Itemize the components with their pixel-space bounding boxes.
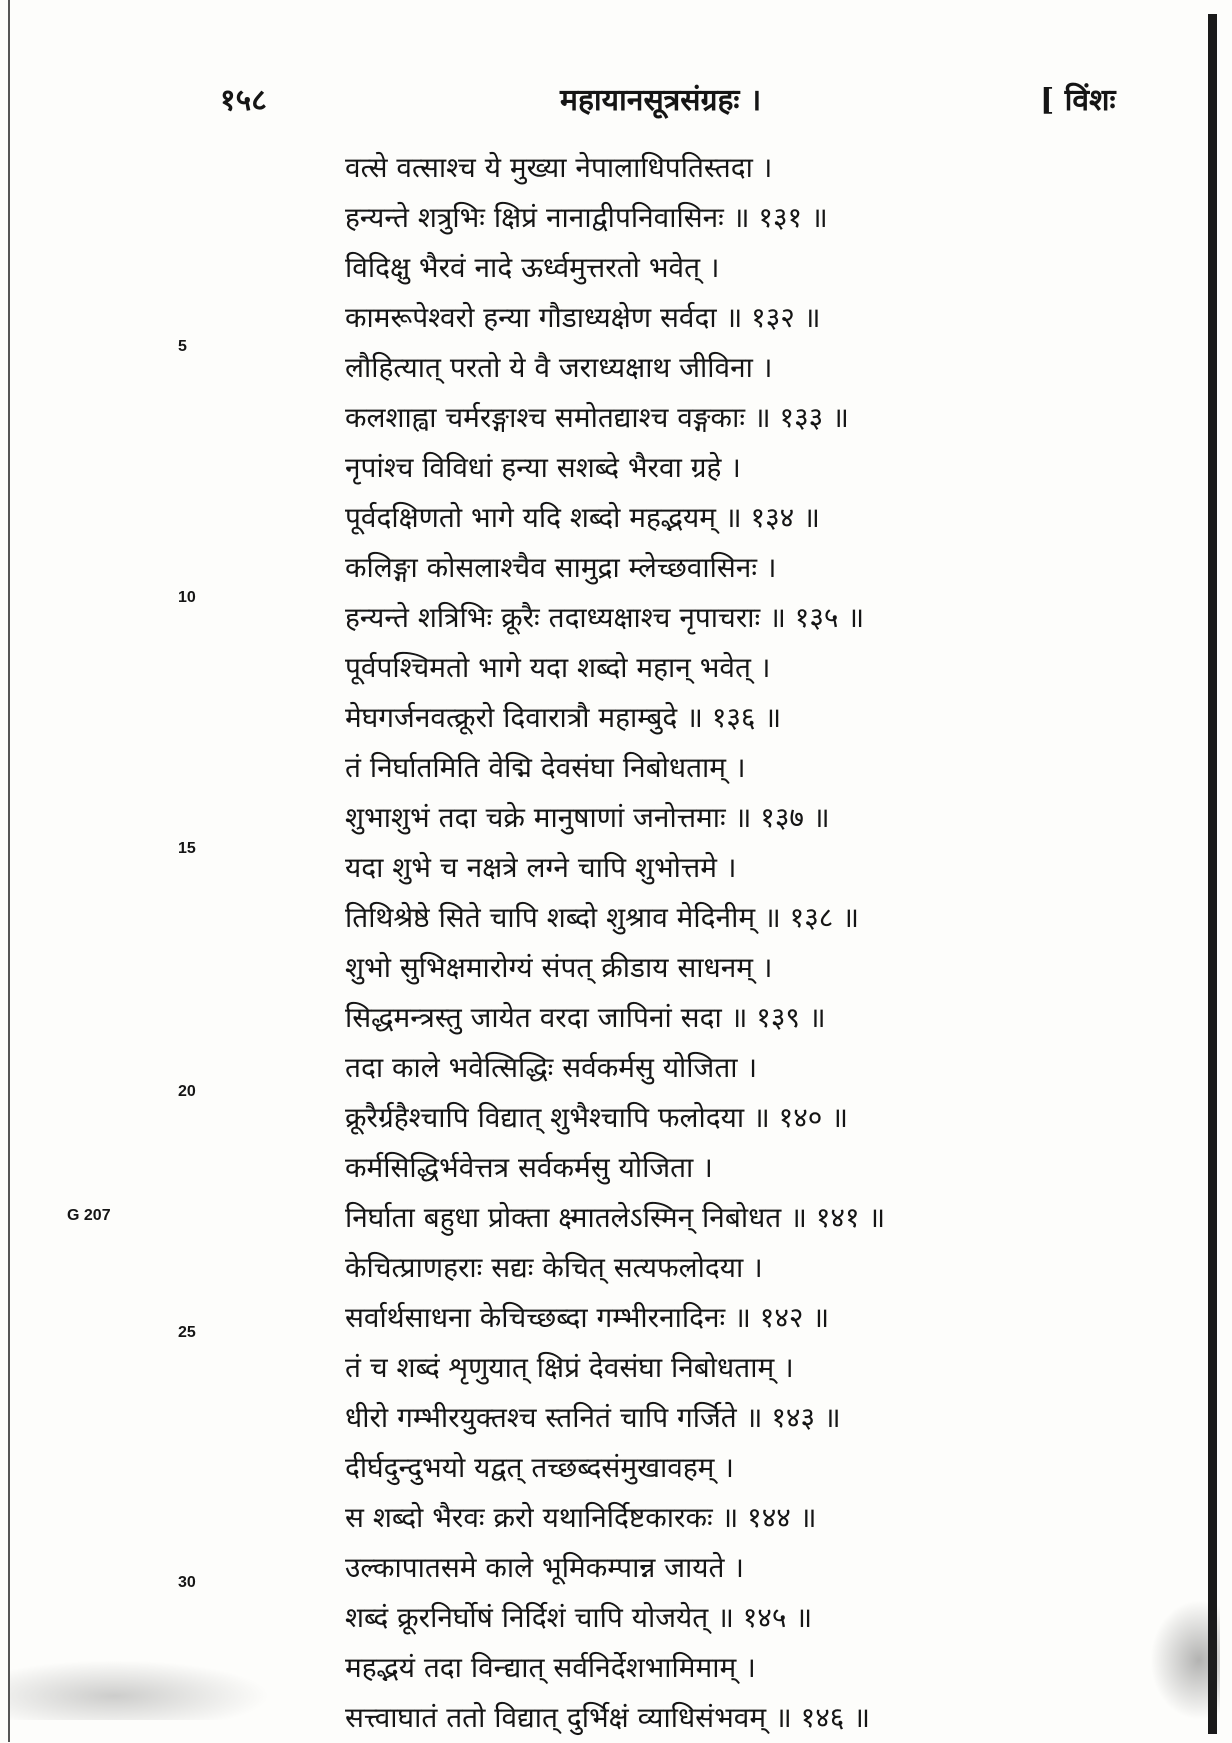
verse-line: कामरूपेश्वरो हन्या गौडाध्यक्षेण सर्वदा ॥ १३२ ॥ bbox=[345, 301, 821, 334]
verse-line: शब्दं क्रूरनिर्घोषं निर्दिशं चापि योजयेत् ॥ १४५ ॥ bbox=[345, 1601, 813, 1634]
verse-line: तं निर्घातमिति वेद्मि देवसंघा निबोधताम् । bbox=[345, 751, 746, 784]
running-title: महायानसूत्रसंग्रहः । bbox=[560, 83, 762, 118]
verse-line: लौहित्यात् परतो ये वै जराध्यक्षाथ जीविना । bbox=[345, 351, 773, 384]
verse-line: तं च शब्दं शृणुयात् क्षिप्रं देवसंघा निबोधताम् । bbox=[345, 1351, 794, 1384]
verse-line: पूर्वपश्चिमतो भागे यदा शब्दो महान् भवेत् । bbox=[345, 651, 771, 684]
margin-line-number-5: 5 bbox=[178, 338, 187, 355]
page-edge-left bbox=[8, 0, 10, 1742]
verse-line: कलशाह्वा चर्मरङ्गाश्च समोतद्याश्च वङ्गकाः ॥ १३३ ॥ bbox=[345, 401, 849, 434]
scan-smudge bbox=[1150, 1600, 1220, 1720]
verse-line: वत्से वत्साश्च ये मुख्या नेपालाधिपतिस्तदा । bbox=[345, 151, 773, 184]
verse-line: तिथिश्रेष्ठे सिते चापि शब्दो शुश्राव मेदिनीम् ॥ १३८ ॥ bbox=[345, 901, 859, 934]
verse-line: हन्यन्ते शत्रिभिः क्रूरैः तदाध्यक्षाश्च नृपाचराः ॥ १३५ ॥ bbox=[345, 601, 865, 634]
verse-line: हन्यन्ते शत्रुभिः क्षिप्रं नानाद्वीपनिवासिनः ॥ १३१ ॥ bbox=[345, 201, 828, 234]
section-mark: [ विंशः bbox=[1040, 83, 1116, 118]
margin-line-number-30: 30 bbox=[178, 1574, 196, 1591]
verse-line: नृपांश्च विविधां हन्या सशब्दे भैरवा ग्रहे । bbox=[345, 451, 741, 484]
margin-line-number-15: 15 bbox=[178, 840, 196, 857]
verse-line: स शब्दो भैरवः क्ररो यथानिर्दिष्टकारकः ॥ १४४ ॥ bbox=[345, 1501, 817, 1534]
margin-line-number-25: 25 bbox=[178, 1324, 196, 1341]
page-number: १५८ bbox=[220, 83, 267, 118]
verse-line: उल्कापातसमे काले भूमिकम्पान्न जायते । bbox=[345, 1551, 744, 1584]
verse-line: धीरो गम्भीरयुक्तश्च स्तनितं चापि गर्जिते ॥ १४३ ॥ bbox=[345, 1401, 841, 1434]
verse-line: सिद्धमन्त्रस्तु जायेत वरदा जापिनां सदा ॥ १३९ ॥ bbox=[345, 1001, 826, 1034]
verse-line: विदिक्षु भैरवं नादे ऊर्ध्वमुत्तरतो भवेत् । bbox=[345, 251, 720, 284]
verse-line: शुभो सुभिक्षमारोग्यं संपत् क्रीडाय साधनम् । bbox=[345, 951, 773, 984]
verse-line: यदा शुभे च नक्षत्रे लग्ने चापि शुभोत्तमे । bbox=[345, 851, 737, 884]
scan-smudge bbox=[10, 1660, 270, 1720]
page-edge-right bbox=[1208, 14, 1217, 1734]
verse-line: सर्वार्थसाधना केचिच्छब्दा गम्भीरनादिनः ॥ १४२ ॥ bbox=[345, 1301, 830, 1334]
verse-line: पूर्वदक्षिणतो भागे यदि शब्दो महद्भयम् ॥ १३४ ॥ bbox=[345, 501, 820, 534]
verse-lines bbox=[345, 143, 885, 1743]
verse-line: सत्त्वाघातं ततो विद्यात् दुर्भिक्षं व्याधिसंभवम् ॥ १४६ ॥ bbox=[345, 1701, 871, 1734]
manuscript-sigla: G 207 bbox=[67, 1207, 111, 1224]
verse-line: कलिङ्गा कोसलाश्चैव सामुद्रा म्लेच्छवासिनः । bbox=[345, 551, 777, 584]
verse-line: महद्भयं तदा विन्द्यात् सर्वनिर्देशभामिमाम् । bbox=[345, 1651, 756, 1684]
verse-line: तदा काले भवेत्सिद्धिः सर्वकर्मसु योजिता । bbox=[345, 1051, 758, 1084]
verse-line: केचित्प्राणहराः सद्यः केचित् सत्यफलोदया । bbox=[345, 1251, 763, 1284]
verse-line: क्रूरैर्ग्रहैश्चापि विद्यात् शुभैश्चापि फलोदया ॥ १४० ॥ bbox=[345, 1101, 849, 1134]
margin-line-number-10: 10 bbox=[178, 589, 196, 606]
verse-line: दीर्घदुन्दुभयो यद्वत् तच्छब्दसंमुखावहम् । bbox=[345, 1451, 734, 1484]
verse-line: शुभाशुभं तदा चक्रे मानुषाणां जनोत्तमाः ॥ १३७ ॥ bbox=[345, 801, 830, 834]
verse-line: कर्मसिद्धिर्भवेत्तत्र सर्वकर्मसु योजिता । bbox=[345, 1151, 713, 1184]
verse-line: मेघगर्जनवत्क्रूरो दिवारात्रौ महाम्बुदे ॥ १३६ ॥ bbox=[345, 701, 782, 734]
margin-line-number-20: 20 bbox=[178, 1083, 196, 1100]
verse-line: निर्घाता बहुधा प्रोक्ता क्ष्मातलेऽस्मिन् निबोधत ॥ १४१ ॥ bbox=[345, 1201, 886, 1234]
